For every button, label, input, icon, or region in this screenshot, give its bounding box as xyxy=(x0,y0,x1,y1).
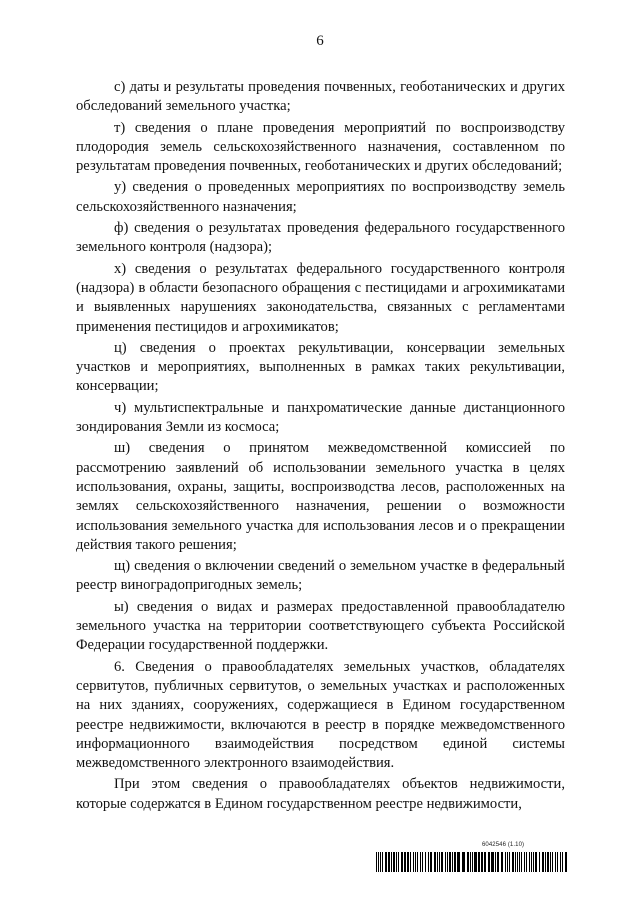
paragraph-ch: ч) мультиспектральные и панхроматические данные дистанционного зондирования Земли из космоса; xyxy=(76,399,565,436)
paragraph-6: 6. Сведения о правообладателях земельных участков, обладателях сервитутов, публичных сервитутов, о земельных участках и расположенных на них зданиях, сооружениях, содержащиеся в Едином государственном реестре недвижимости, включаются в реестр в порядке межведомственного информационного взаимодействия посредством единой системы межведомственного электронного взаимодействия. xyxy=(76,658,565,772)
paragraph-sh: ш) сведения о принятом межведомственной комиссией по рассмотрению заявлений об использовании земельного участка в целях использования, охраны, защиты, воспроизводства лесов, расположенных на землях сельскохозяйственного назначения, решении о возможности использования земельного участка для использования лесов и о прекращении действия такого решения; xyxy=(76,440,565,553)
paragraph-ts: ц) сведения о проектах рекультивации, консервации земельных участков и мероприятиях, выполненных в рамках таких рекультивации, консервации; xyxy=(76,339,565,395)
document-body xyxy=(76,78,565,814)
paragraph-y: ы) сведения о видах и размерах предоставленной правообладателю земельного участка на территории соответствующего субъекта Российской Федерации государственной поддержки. xyxy=(76,598,565,654)
barcode-icon xyxy=(376,852,567,872)
paragraph-shch: щ) сведения о включении сведений о земельном участке в федеральный реестр виноградопригодных земель; xyxy=(76,558,565,594)
paragraph-continuation: При этом сведения о правообладателях объектов недвижимости, которые содержатся в Едином государственном реестре недвижимости, xyxy=(76,776,565,812)
paragraph-u: у) сведения о проведенных мероприятиях по воспроизводству земель сельскохозяйственного назначения; xyxy=(76,179,565,215)
paragraph-f: ф) сведения о результатах проведения федерального государственного земельного контроля (надзора); xyxy=(76,220,565,256)
paragraph-t: т) сведения о плане проведения мероприятий по воспроизводству плодородия земель сельскохозяйственного назначения, составленном по результатам проведения почвенных, геоботанических и других обследований; xyxy=(76,119,565,175)
paragraph-kh: х) сведения о результатах федерального государственного контроля (надзора) в области безопасного обращения с пестицидами и агрохимикатами и выявленных нарушениях законодательства, связанных с регламентами применения пестицидов и агрохимикатов; xyxy=(76,260,565,335)
paragraph-s: с) даты и результаты проведения почвенных, геоботанических и других обследований земельного участка; xyxy=(76,79,565,115)
page-number: 6 xyxy=(316,33,324,49)
document-code: 6042546 (1.10) xyxy=(482,842,525,848)
